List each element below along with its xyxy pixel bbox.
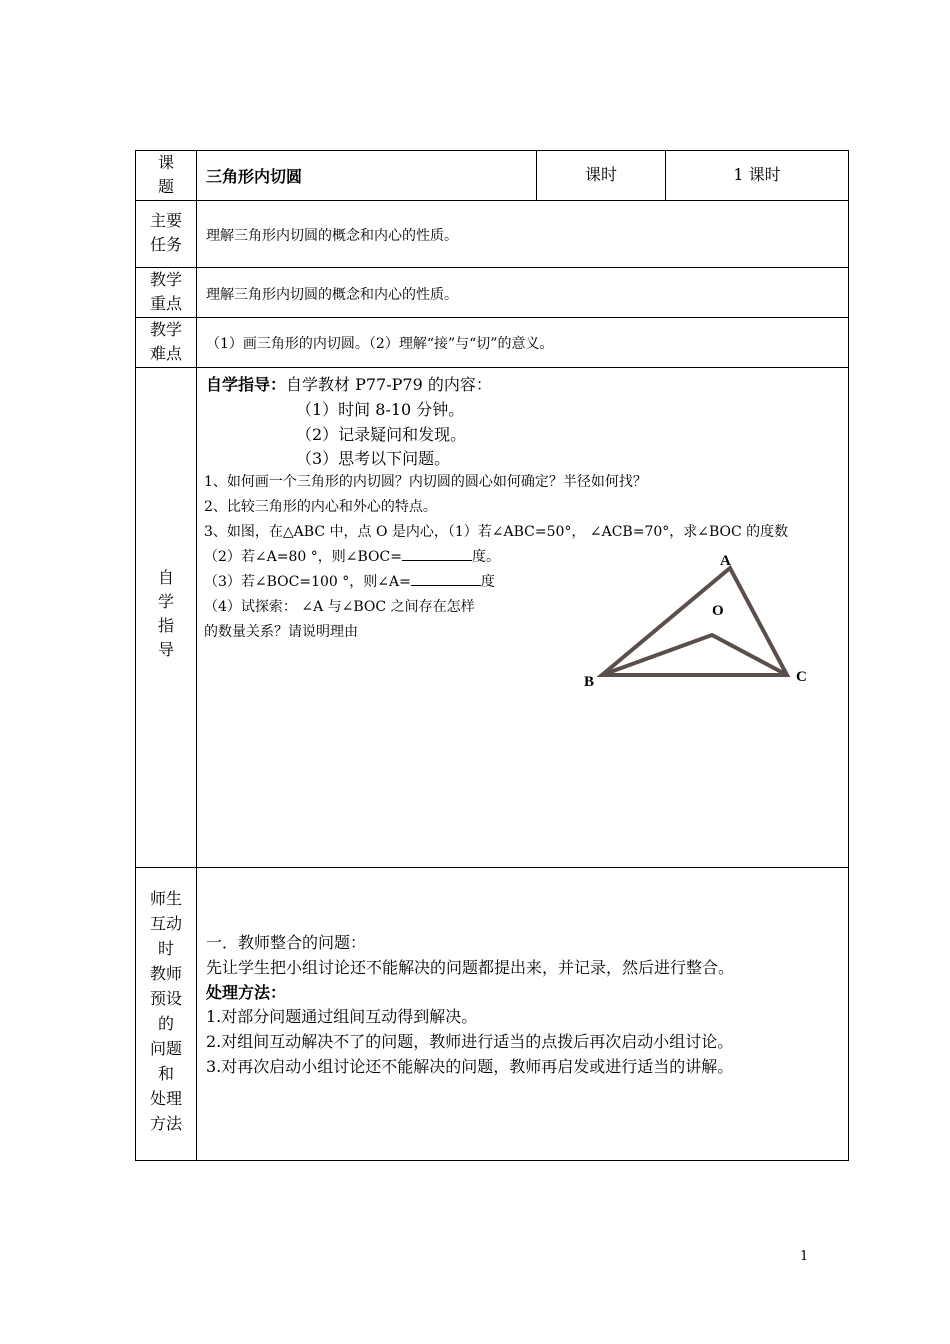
question-3-2-unit: 度。 (471, 549, 500, 565)
self-study-step: （1）时间 8-10 分钟。 (296, 400, 465, 419)
bisector-lines (602, 635, 787, 675)
vertex-label-c: C (796, 669, 807, 685)
self-study-label: 自 学 指 导 (157, 568, 174, 659)
difficulty-text: （1）画三角形的内切圆。（2）理解“接”与“切”的意义。 (206, 336, 554, 352)
question-3-4-cont: 的数量关系？请说明理由 (204, 624, 358, 640)
main-task-text: 理解三角形内切圆的概念和内心的性质。 (206, 228, 458, 244)
self-study-step: （2）记录疑问和发现。 (296, 425, 467, 444)
self-study-intro: 自学教材 P77-P79 的内容： (286, 375, 492, 394)
self-study-title-line (206, 372, 492, 395)
topic-label: 课 题 (157, 153, 174, 196)
self-study-step: （3）思考以下问题。 (296, 449, 451, 468)
question-3-3 (204, 571, 495, 591)
method-title: 处理方法： (206, 983, 287, 1002)
answer-blank[interactable] (411, 571, 481, 586)
key-point-label: 教学 重点 (149, 270, 182, 313)
question-3-3-text: （3）若∠BOC=100 °，则∠A= (204, 574, 411, 590)
period-value: 1 课时 (733, 165, 781, 184)
key-point-text: 理解三角形内切圆的概念和内心的性质。 (206, 287, 458, 303)
question-3-2 (204, 546, 500, 566)
vertex-label-b: B (584, 674, 595, 690)
question-3: 3、如图，在△ABC 中，点 O 是内心，（1）若∠ABC=50°， ∠ACB=70°，求∠BOC 的度数 (204, 524, 789, 540)
interaction-heading: 一．教师整合的问题： (206, 933, 367, 952)
question-3-4: （4）试探索： ∠A 与∠BOC 之间存在怎样 (204, 599, 475, 615)
triangle-figure (570, 545, 820, 695)
question-2: 2、比较三角形的内心和外心的特点。 (204, 499, 437, 515)
topic-value: 三角形内切圆 (206, 167, 303, 186)
answer-blank[interactable] (402, 546, 472, 561)
question-1: 1、如何画一个三角形的内切圆？内切圆的圆心如何确定？半径如何找？ (204, 474, 647, 490)
difficulty-label: 教学 难点 (149, 320, 182, 363)
period-label: 课时 (584, 165, 617, 184)
center-label-o: O (712, 603, 724, 619)
self-study-title: 自学指导： (206, 375, 287, 394)
method-item-3: 3.对再次启动小组讨论还不能解决的问题，教师再启发或进行适当的讲解。 (206, 1057, 734, 1076)
question-3-2-text: （2）若∠A=80 °，则∠BOC= (204, 549, 402, 565)
main-task-label: 主要 任务 (149, 211, 182, 254)
interaction-line-1: 先让学生把小组讨论还不能解决的问题都提出来，并记录，然后进行整合。 (206, 958, 735, 977)
page-number: 1 (800, 1249, 809, 1264)
question-3-3-unit: 度 (480, 574, 495, 590)
method-item-1: 1.对部分问题通过组间互动得到解决。 (206, 1007, 478, 1026)
vertex-label-a: A (720, 553, 731, 569)
method-item-2: 2.对组间互动解决不了的问题，教师进行适当的点拨后再次启动小组讨论。 (206, 1032, 734, 1051)
interaction-label: 师生 互动 时 教师 预设 的 问题 和 处理 方法 (149, 889, 182, 1133)
